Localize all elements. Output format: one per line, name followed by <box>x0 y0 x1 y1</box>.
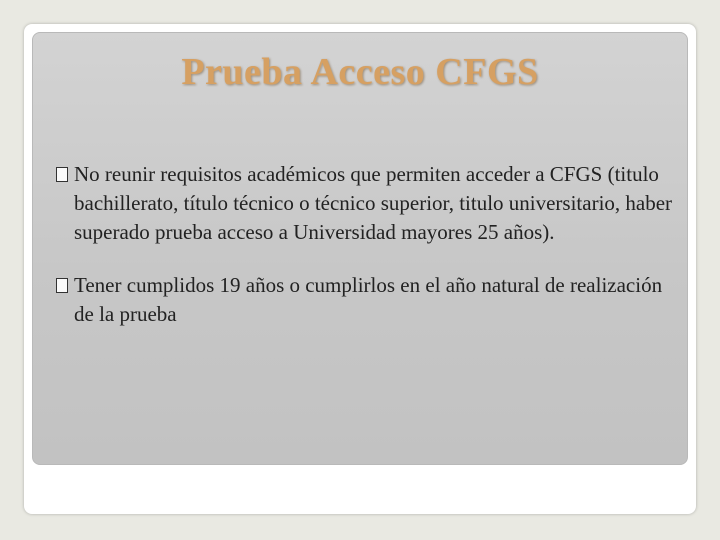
bullet-text: Tener cumplidos 19 años o cumplirlos en el año natural de realización de la prueba <box>74 273 663 326</box>
missing-glyph-box-icon <box>56 278 68 293</box>
bullet-text: No reunir requisitos académicos que permiten acceder a CFGS (titulo bachillerato, título técnico o técnico superior, titulo universitario, haber superado prueba acceso a Universidad mayores 25 años). <box>74 162 673 244</box>
bullet-item <box>56 160 686 247</box>
bullet-item <box>56 271 686 329</box>
slide-title: Prueba Acceso CFGS <box>181 51 539 93</box>
bullet-list <box>56 160 686 353</box>
missing-glyph-box-icon <box>56 167 68 182</box>
